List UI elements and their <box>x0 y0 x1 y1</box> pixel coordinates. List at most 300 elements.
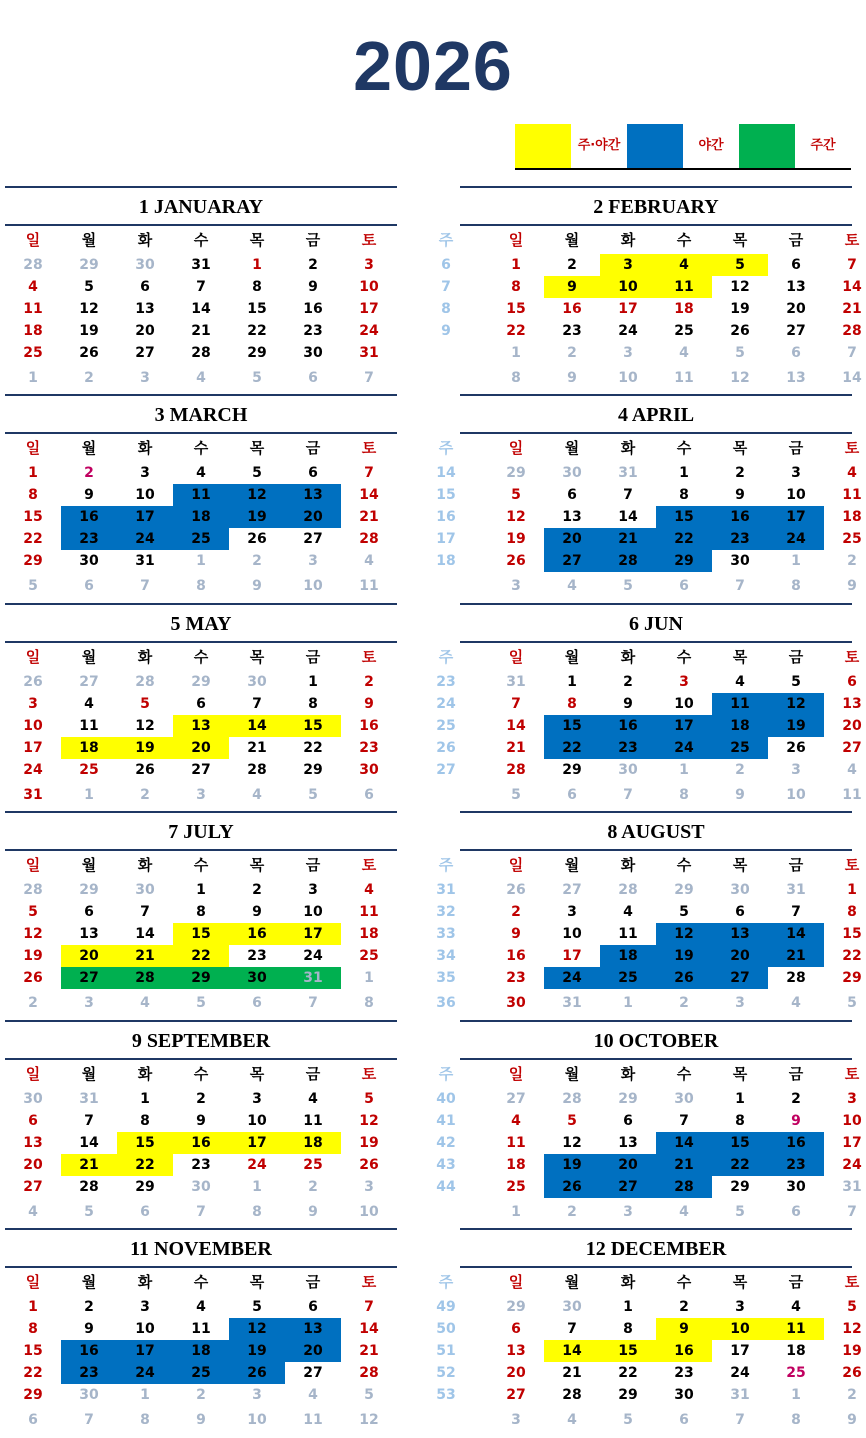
day-cell: 10 <box>730 1321 750 1337</box>
weekday-header: 월 <box>81 231 97 249</box>
week-number: 23 <box>436 673 456 690</box>
day-cell: 9 <box>567 370 577 386</box>
day-cell: 3 <box>308 882 318 899</box>
day-cell: 29 <box>79 882 99 899</box>
day-cell: 2 <box>84 465 94 482</box>
month-block <box>5 394 397 604</box>
day-cell: 22 <box>23 1365 43 1381</box>
weekday-header: 토 <box>361 231 377 249</box>
day-cell: 19 <box>359 1134 379 1151</box>
day-cell: 11 <box>842 786 862 803</box>
day-cell: 26 <box>135 761 155 778</box>
month-title: 10 OCTOBER <box>460 1020 852 1060</box>
weekday-header: 금 <box>788 1064 804 1083</box>
day-cell: 1 <box>308 673 318 690</box>
day-cell: 20 <box>786 301 806 317</box>
day-cell: 27 <box>23 1178 43 1195</box>
week-number: 51 <box>436 1343 456 1359</box>
day-cell: 6 <box>567 487 577 504</box>
day-cell: 5 <box>140 695 150 712</box>
day-cell: 23 <box>191 1156 211 1173</box>
day-cell: 9 <box>252 904 262 921</box>
day-cell: 6 <box>28 1412 38 1428</box>
weekday-header: 화 <box>137 439 153 458</box>
day-cell: 6 <box>308 1299 318 1315</box>
day-cell: 24 <box>247 1156 267 1173</box>
day-cell: 8 <box>252 279 262 295</box>
weekday-header: 월 <box>81 439 97 458</box>
day-cell: 4 <box>308 1090 318 1107</box>
day-cell: 27 <box>79 673 99 690</box>
weekday-header: 토 <box>361 439 377 458</box>
day-cell: 12 <box>359 1412 379 1428</box>
weekday-header: 목 <box>249 1273 265 1291</box>
day-cell: 26 <box>842 1365 862 1381</box>
day-cell: 30 <box>303 345 323 361</box>
day-cell: 22 <box>506 323 526 339</box>
day-cell: 16 <box>730 509 750 526</box>
day-cell: 1 <box>511 345 521 361</box>
day-cell: 2 <box>735 465 745 482</box>
day-cell: 20 <box>842 717 862 734</box>
day-cell: 7 <box>567 1321 577 1337</box>
day-cell: 5 <box>567 1112 577 1129</box>
week-number-header: 주 <box>438 1064 454 1083</box>
day-cell: 23 <box>303 323 323 339</box>
day-cell: 6 <box>28 1112 38 1129</box>
day-cell: 17 <box>359 301 379 317</box>
day-cell: 14 <box>506 717 526 734</box>
weekday-header: 화 <box>620 647 636 666</box>
day-cell: 4 <box>84 695 94 712</box>
day-cell: 28 <box>23 882 43 899</box>
day-cell: 8 <box>28 1321 38 1337</box>
day-cell: 3 <box>364 257 374 273</box>
day-cell: 23 <box>786 1156 806 1173</box>
day-cell: 14 <box>618 509 638 526</box>
weekday-header: 일 <box>25 1064 41 1083</box>
day-cell: 30 <box>674 1090 694 1107</box>
week-number-header: 주 <box>438 439 454 458</box>
day-cell: 1 <box>511 1203 521 1220</box>
day-cell: 27 <box>562 882 582 899</box>
day-cell: 11 <box>618 926 638 943</box>
day-cell: 31 <box>359 345 379 361</box>
day-cell: 17 <box>730 1343 750 1359</box>
day-cell: 2 <box>623 673 633 690</box>
weekday-header: 금 <box>305 647 321 666</box>
month-block <box>5 186 397 396</box>
day-cell: 8 <box>308 695 318 712</box>
day-cell: 2 <box>84 370 94 386</box>
day-cell: 20 <box>618 1156 638 1173</box>
day-cell: 9 <box>84 1321 94 1337</box>
day-cell: 28 <box>135 673 155 690</box>
day-cell: 5 <box>847 1299 857 1315</box>
day-cell: 31 <box>135 553 155 570</box>
day-cell: 31 <box>191 257 211 273</box>
day-cell: 9 <box>84 487 94 504</box>
day-cell: 1 <box>679 465 689 482</box>
day-cell: 9 <box>847 578 857 595</box>
day-cell: 20 <box>191 739 211 756</box>
day-cell: 30 <box>135 257 155 273</box>
day-cell: 2 <box>567 1203 577 1220</box>
day-cell: 16 <box>79 509 99 526</box>
day-cell: 7 <box>196 279 206 295</box>
day-cell: 27 <box>191 761 211 778</box>
day-cell: 29 <box>730 1178 750 1195</box>
day-cell: 20 <box>506 1365 526 1381</box>
day-cell: 21 <box>135 948 155 965</box>
day-cell: 14 <box>359 487 379 504</box>
day-cell: 26 <box>79 345 99 361</box>
day-cell: 30 <box>359 761 379 778</box>
week-number: 24 <box>436 695 456 712</box>
weekday-header: 수 <box>193 439 209 458</box>
day-cell: 2 <box>140 786 150 803</box>
week-number: 26 <box>436 739 456 756</box>
day-cell: 29 <box>79 257 99 273</box>
day-cell: 20 <box>303 509 323 526</box>
day-cell: 11 <box>506 1134 526 1151</box>
day-cell: 13 <box>79 926 99 943</box>
weekday-header: 토 <box>361 1064 377 1083</box>
day-cell: 27 <box>135 345 155 361</box>
day-cell: 6 <box>791 345 801 361</box>
day-cell: 2 <box>791 1090 801 1107</box>
day-cell: 11 <box>674 279 694 295</box>
day-cell: 7 <box>623 786 633 803</box>
day-cell: 1 <box>623 995 633 1012</box>
day-cell: 27 <box>506 1090 526 1107</box>
day-cell: 14 <box>79 1134 99 1151</box>
weekday-header: 월 <box>81 1064 97 1083</box>
weekday-header: 월 <box>564 856 580 875</box>
day-cell: 12 <box>359 1112 379 1129</box>
legend-swatch-night <box>627 124 683 168</box>
day-cell: 29 <box>191 673 211 690</box>
week-number: 27 <box>436 761 456 778</box>
day-cell: 15 <box>562 717 582 734</box>
day-cell: 19 <box>23 948 43 965</box>
legend-swatch-day <box>739 124 795 168</box>
day-cell: 19 <box>674 948 694 965</box>
week-number: 18 <box>436 553 456 570</box>
weekday-header: 화 <box>137 647 153 666</box>
day-cell: 25 <box>674 323 694 339</box>
day-cell: 12 <box>842 1321 862 1337</box>
day-cell: 2 <box>196 1387 206 1403</box>
weekday-header: 수 <box>193 231 209 249</box>
day-cell: 27 <box>618 1178 638 1195</box>
day-cell: 1 <box>196 553 206 570</box>
day-cell: 16 <box>247 926 267 943</box>
day-cell: 13 <box>786 370 806 386</box>
day-cell: 29 <box>674 882 694 899</box>
day-cell: 19 <box>247 1343 267 1359</box>
day-cell: 7 <box>847 1203 857 1220</box>
weekday-header: 월 <box>81 647 97 666</box>
weekday-header: 수 <box>676 1273 692 1291</box>
day-cell: 4 <box>364 882 374 899</box>
day-cell: 23 <box>79 1365 99 1381</box>
day-cell: 7 <box>196 1203 206 1220</box>
day-cell: 27 <box>79 970 99 987</box>
day-cell: 5 <box>364 1090 374 1107</box>
day-cell: 2 <box>567 257 577 273</box>
week-number: 15 <box>436 487 456 504</box>
day-cell: 6 <box>308 370 318 386</box>
day-cell: 3 <box>140 465 150 482</box>
day-cell: 5 <box>252 370 262 386</box>
day-cell: 22 <box>674 531 694 548</box>
day-cell: 9 <box>623 695 633 712</box>
day-cell: 1 <box>140 1090 150 1107</box>
day-cell: 8 <box>511 370 521 386</box>
day-cell: 2 <box>847 553 857 570</box>
day-cell: 17 <box>786 509 806 526</box>
day-cell: 2 <box>364 673 374 690</box>
day-cell: 31 <box>730 1387 750 1403</box>
day-cell: 4 <box>679 257 689 273</box>
weekday-header: 목 <box>732 231 748 249</box>
day-cell: 10 <box>135 1321 155 1337</box>
day-cell: 28 <box>359 1365 379 1381</box>
month-title: 9 SEPTEMBER <box>5 1020 397 1060</box>
weekday-header: 화 <box>137 1064 153 1083</box>
day-cell: 23 <box>79 531 99 548</box>
day-cell: 1 <box>140 1387 150 1403</box>
day-cell: 18 <box>842 509 862 526</box>
day-cell: 16 <box>506 948 526 965</box>
day-cell: 1 <box>567 673 577 690</box>
weekday-header: 금 <box>305 1273 321 1291</box>
day-cell: 30 <box>618 761 638 778</box>
day-cell: 10 <box>359 279 379 295</box>
day-cell: 15 <box>191 926 211 943</box>
day-cell: 10 <box>562 926 582 943</box>
day-cell: 3 <box>567 904 577 921</box>
day-cell: 26 <box>562 1178 582 1195</box>
day-cell: 5 <box>735 257 745 273</box>
day-cell: 19 <box>842 1343 862 1359</box>
day-cell: 28 <box>247 761 267 778</box>
day-cell: 15 <box>23 509 43 526</box>
day-cell: 23 <box>674 1365 694 1381</box>
calendar-year-title: 2026 <box>353 27 513 105</box>
day-cell: 3 <box>623 345 633 361</box>
weekday-header: 금 <box>305 231 321 249</box>
day-cell: 19 <box>562 1156 582 1173</box>
week-number: 16 <box>436 509 456 526</box>
day-cell: 11 <box>191 1321 211 1337</box>
day-cell: 5 <box>623 1412 633 1428</box>
day-cell: 31 <box>506 673 526 690</box>
day-cell: 19 <box>79 323 99 339</box>
day-cell: 8 <box>679 487 689 504</box>
day-cell: 28 <box>786 970 806 987</box>
day-cell: 24 <box>303 948 323 965</box>
day-cell: 13 <box>618 1134 638 1151</box>
day-cell: 14 <box>842 279 862 295</box>
weekday-header: 수 <box>193 1273 209 1291</box>
day-cell: 10 <box>842 1112 862 1129</box>
day-cell: 28 <box>674 1178 694 1195</box>
weekday-header: 수 <box>676 439 692 458</box>
weekday-header: 일 <box>25 856 41 875</box>
day-cell: 7 <box>140 904 150 921</box>
day-cell: 24 <box>135 531 155 548</box>
day-cell: 24 <box>674 739 694 756</box>
weekday-header: 화 <box>620 1273 636 1291</box>
day-cell: 15 <box>135 1134 155 1151</box>
day-cell: 2 <box>511 904 521 921</box>
day-cell: 3 <box>84 995 94 1012</box>
day-cell: 25 <box>618 970 638 987</box>
day-cell: 6 <box>196 695 206 712</box>
day-cell: 18 <box>23 323 43 339</box>
day-cell: 2 <box>84 1299 94 1315</box>
month-block <box>436 394 862 604</box>
day-cell: 3 <box>140 1299 150 1315</box>
day-cell: 15 <box>730 1134 750 1151</box>
day-cell: 11 <box>191 487 211 504</box>
day-cell: 10 <box>303 904 323 921</box>
day-cell: 27 <box>506 1387 526 1403</box>
day-cell: 4 <box>196 370 206 386</box>
day-cell: 27 <box>562 553 582 570</box>
day-cell: 29 <box>506 465 526 482</box>
day-cell: 14 <box>842 370 862 386</box>
day-cell: 9 <box>847 1412 857 1428</box>
day-cell: 7 <box>364 1299 374 1315</box>
day-cell: 11 <box>79 717 99 734</box>
weekday-header: 토 <box>844 1064 860 1083</box>
day-cell: 5 <box>84 1203 94 1220</box>
week-number: 25 <box>436 717 456 734</box>
day-cell: 21 <box>506 739 526 756</box>
day-cell: 21 <box>79 1156 99 1173</box>
day-cell: 28 <box>842 323 862 339</box>
day-cell: 13 <box>842 695 862 712</box>
day-cell: 14 <box>247 717 267 734</box>
week-number: 31 <box>436 882 456 899</box>
weekday-header: 목 <box>249 1064 265 1083</box>
day-cell: 22 <box>191 948 211 965</box>
weekday-header: 목 <box>732 856 748 875</box>
day-cell: 25 <box>23 345 43 361</box>
day-cell: 3 <box>735 1299 745 1315</box>
day-cell: 29 <box>562 761 582 778</box>
day-cell: 24 <box>730 1365 750 1381</box>
day-cell: 28 <box>562 1090 582 1107</box>
month-block <box>436 603 862 813</box>
weekday-header: 월 <box>81 1273 97 1291</box>
day-cell: 8 <box>364 995 374 1012</box>
day-cell: 19 <box>135 739 155 756</box>
weekday-header: 수 <box>676 1064 692 1083</box>
month-title: 2 FEBRUARY <box>460 186 852 226</box>
day-cell: 8 <box>511 279 521 295</box>
day-cell: 13 <box>191 717 211 734</box>
day-cell: 6 <box>364 786 374 803</box>
weekday-header: 월 <box>81 856 97 875</box>
day-cell: 4 <box>511 1112 521 1129</box>
day-cell: 22 <box>247 323 267 339</box>
day-cell: 25 <box>79 761 99 778</box>
day-cell: 4 <box>196 1299 206 1315</box>
day-cell: 3 <box>623 257 633 273</box>
day-cell: 8 <box>196 904 206 921</box>
day-cell: 10 <box>303 578 323 595</box>
day-cell: 11 <box>786 1321 806 1337</box>
weekday-header: 화 <box>137 856 153 875</box>
day-cell: 11 <box>674 370 694 386</box>
weekday-header: 토 <box>361 856 377 875</box>
weekday-header: 목 <box>249 439 265 458</box>
day-cell: 28 <box>562 1387 582 1403</box>
day-cell: 23 <box>730 531 750 548</box>
day-cell: 20 <box>562 531 582 548</box>
day-cell: 10 <box>247 1412 267 1428</box>
day-cell: 23 <box>506 970 526 987</box>
day-cell: 13 <box>730 926 750 943</box>
day-cell: 18 <box>303 1134 323 1151</box>
month-title: 1 JANUARAY <box>5 186 397 226</box>
day-cell: 10 <box>23 717 43 734</box>
day-cell: 1 <box>84 786 94 803</box>
day-cell: 17 <box>303 926 323 943</box>
day-cell: 26 <box>730 323 750 339</box>
month-block <box>436 1228 862 1438</box>
day-cell: 16 <box>191 1134 211 1151</box>
day-cell: 30 <box>506 995 526 1012</box>
day-cell: 25 <box>786 1365 806 1381</box>
legend-label-day: 주간 <box>810 138 836 153</box>
weekday-header: 토 <box>844 856 860 875</box>
weekday-header: 화 <box>137 231 153 249</box>
day-cell: 24 <box>618 323 638 339</box>
day-cell: 6 <box>735 904 745 921</box>
day-cell: 26 <box>23 970 43 987</box>
day-cell: 29 <box>23 1387 43 1403</box>
weekday-header: 금 <box>788 647 804 666</box>
day-cell: 30 <box>23 1090 43 1107</box>
day-cell: 21 <box>842 301 862 317</box>
day-cell: 7 <box>735 578 745 595</box>
weekday-header: 일 <box>508 856 524 875</box>
day-cell: 21 <box>359 509 379 526</box>
day-cell: 3 <box>791 761 801 778</box>
day-cell: 8 <box>791 1412 801 1428</box>
day-cell: 25 <box>506 1178 526 1195</box>
day-cell: 15 <box>618 1343 638 1359</box>
day-cell: 4 <box>791 995 801 1012</box>
day-cell: 29 <box>135 1178 155 1195</box>
day-cell: 24 <box>359 323 379 339</box>
day-cell: 27 <box>303 531 323 548</box>
day-cell: 14 <box>674 1134 694 1151</box>
day-cell: 3 <box>511 578 521 595</box>
weekday-header: 토 <box>844 1273 860 1291</box>
day-cell: 31 <box>23 786 43 803</box>
weekday-header: 목 <box>249 231 265 249</box>
day-cell: 13 <box>303 1321 323 1337</box>
week-number-header: 주 <box>438 647 454 666</box>
day-cell: 19 <box>730 301 750 317</box>
day-cell: 17 <box>135 509 155 526</box>
